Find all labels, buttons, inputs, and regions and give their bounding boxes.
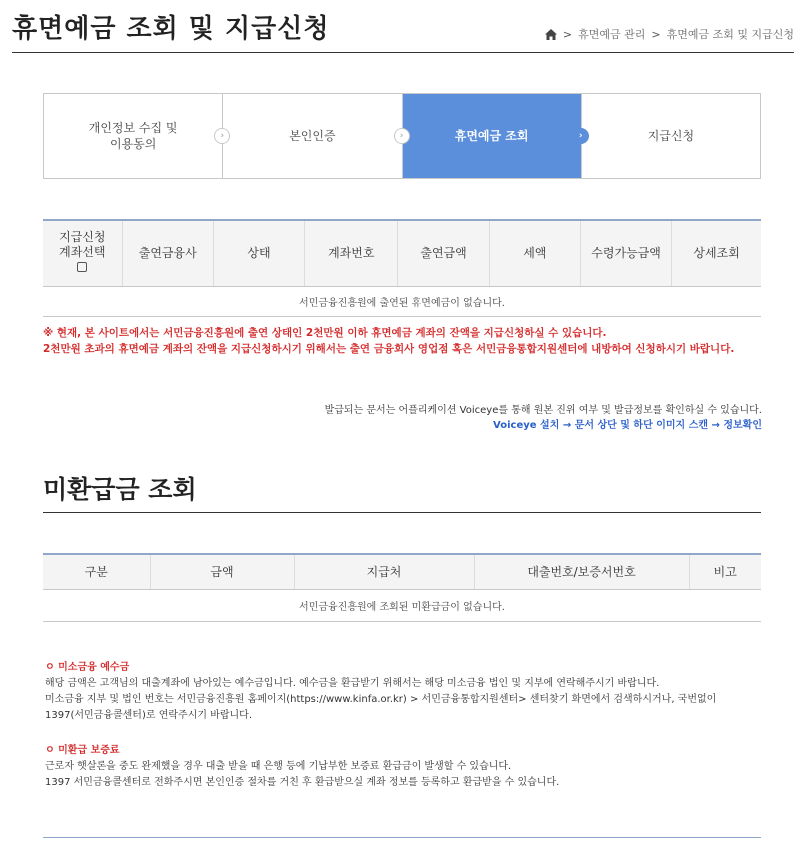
bottom-divider	[43, 837, 761, 838]
chevron-right-icon: ›	[214, 128, 230, 144]
page-title: 휴면예금 조회 및 지급신청	[12, 14, 330, 44]
breadcrumb-item-current: 휴면예금 조회 및 지급신청	[666, 28, 794, 41]
column-header: 상태	[213, 220, 304, 286]
column-header: 비고	[689, 554, 761, 589]
voiceeye-notice	[325, 403, 762, 433]
column-header: 상세조회	[672, 220, 761, 286]
page-header	[12, 0, 794, 53]
dormant-deposit-table	[43, 219, 761, 317]
empty-message: 서민금융진흥원에 출연된 휴면예금이 없습니다.	[43, 286, 761, 316]
step-identity-verification	[223, 94, 402, 178]
chevron-right-icon: ›	[573, 128, 589, 144]
info-unpaid-guarantee-fee	[45, 743, 775, 791]
step-dormant-lookup	[403, 94, 582, 178]
table-row	[43, 286, 761, 316]
breadcrumb-separator: >	[562, 27, 573, 41]
breadcrumb-separator: >	[651, 27, 661, 41]
column-header: 출연금액	[398, 220, 489, 286]
column-header: 금액	[150, 554, 294, 589]
step-label: 휴면예금 조회	[454, 129, 529, 143]
column-header: 계좌번호	[305, 220, 398, 286]
notice-line: ※ 현재, 본 사이트에서는 서민금융진흥원에 출연 상태인 2천만원 이하 휴면예금 계좌의 잔액을 지급신청하실 수 있습니다.	[43, 327, 607, 339]
voiceeye-text: 발급되는 문서는 어플리케이션 Voiceye를 통해 원본 진위 여부 및 발급정보를 확인하실 수 있습니다.	[324, 405, 762, 416]
breadcrumb-item-dormant-management[interactable]: 휴면예금 관리	[578, 28, 646, 41]
info-line: 1397(서민금융콜센터)로 연락주시기 바랍니다.	[45, 710, 253, 721]
info-line: 미소금융 지부 및 법인 번호는 서민금융진흥원 홈페이지(https://www.kinfa.or.kr) > 서민금융통합지원센터> 센터찾기 화면에서 검색하시거나, 국번없이	[45, 694, 717, 705]
empty-message: 서민금융진흥원에 조회된 미환급금이 없습니다.	[43, 589, 761, 621]
step-privacy-consent	[44, 94, 223, 178]
section-title-unpaid: 미환급금 조회	[43, 470, 761, 513]
info-line: 해당 금액은 고객님의 대출계좌에 남아있는 예수금입니다. 예수금을 환급받기 위해서는 해당 미소금융 법인 및 지부에 연락해주시기 바랍니다.	[45, 678, 660, 689]
home-icon[interactable]	[545, 29, 557, 40]
column-header: 출연금융사	[122, 220, 213, 286]
info-title: ㅇ 미소금융 예수금	[45, 662, 130, 673]
breadcrumb	[545, 26, 794, 42]
progress-steps	[43, 93, 761, 179]
notice-line: 2천만원 초과의 휴면예금 계좌의 잔액을 지급신청하시기 위해서는 출연 금융회사 영업점 혹은 서민금융통합지원센터에 내방하여 신청하시기 바랍니다.	[43, 343, 735, 355]
notice-red	[43, 325, 773, 357]
info-line: 1397 서민금융콜센터로 전화주시면 본인인증 절차를 거친 후 환급받으실 계좌 정보를 등록하고 환급받을 수 있습니다.	[45, 777, 560, 788]
step-payment-request	[582, 94, 760, 178]
info-title: ㅇ 미환급 보증료	[45, 745, 120, 756]
unpaid-refund-table	[43, 553, 761, 622]
column-header: 구분	[43, 554, 150, 589]
column-header-label: 지급신청 계좌선택	[59, 230, 106, 260]
column-header: 세액	[489, 220, 580, 286]
column-header: 대출번호/보증서번호	[474, 554, 689, 589]
column-header: 지급처	[294, 554, 474, 589]
step-label: 개인정보 수집 및 이용동의	[88, 121, 178, 151]
voiceeye-link[interactable]: Voiceye 설치 → 문서 상단 및 하단 이미지 스캔 → 정보확인	[493, 420, 762, 431]
table-row	[43, 589, 761, 621]
column-header: 수령가능금액	[580, 220, 671, 286]
column-header-select	[43, 220, 122, 286]
step-label: 본인인증	[289, 129, 336, 143]
info-microfinance-deposit	[45, 660, 775, 724]
chevron-right-icon: ›	[394, 128, 410, 144]
select-all-checkbox[interactable]	[77, 262, 87, 272]
info-line: 근로자 햇살론을 중도 완제했을 경우 대출 받을 때 은행 등에 기납부한 보증료 환급금이 발생할 수 있습니다.	[45, 761, 512, 772]
step-label: 지급신청	[647, 129, 695, 143]
